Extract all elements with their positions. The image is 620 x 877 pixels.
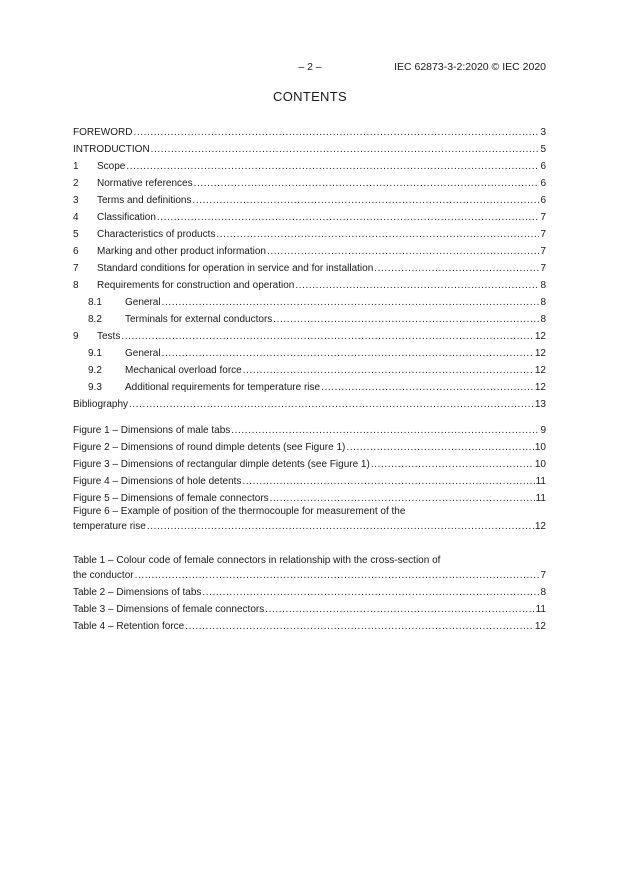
dot-leader xyxy=(162,297,540,308)
toc-entry-label: Terms and definitions xyxy=(97,195,192,206)
toc-entry-number: 1 xyxy=(73,161,79,172)
page-number: – 2 – xyxy=(298,61,322,73)
toc-entry[interactable] xyxy=(73,138,546,155)
dot-leader xyxy=(374,263,539,274)
figure-entry-label: Figure 3 – Dimensions of rectangular dimple detents (see Figure 1) xyxy=(73,459,370,470)
toc-entry-page: 8 xyxy=(540,297,546,308)
figure-entry-page: 11 xyxy=(535,493,546,504)
figure-entry-page: 10 xyxy=(534,442,546,453)
toc-entry-page: 6 xyxy=(540,161,546,172)
toc-entry[interactable] xyxy=(73,189,546,206)
dot-leader xyxy=(270,493,535,504)
table-entry-label-cont: the conductor xyxy=(73,570,134,581)
toc-entry-label: Marking and other product information xyxy=(97,246,266,257)
toc-entry[interactable] xyxy=(73,206,546,223)
toc-entry-number: 8.1 xyxy=(88,297,102,308)
toc-entry-label: INTRODUCTION xyxy=(73,144,150,155)
toc-entry-number: 5 xyxy=(73,229,79,240)
toc-entry-page: 7 xyxy=(540,212,546,223)
toc-sections xyxy=(73,121,546,410)
toc-entry[interactable] xyxy=(73,240,546,257)
toc-entry-label: Standard conditions for operation in service and for installation xyxy=(97,263,374,274)
toc-entry-label: Mechanical overload force xyxy=(125,365,242,376)
toc-entry-label: Terminals for external conductors xyxy=(125,314,273,325)
figure-entry[interactable] xyxy=(73,436,546,453)
figure-entry[interactable] xyxy=(73,470,546,487)
dot-leader xyxy=(126,161,539,172)
dot-leader xyxy=(346,442,534,453)
table-entry-label: Table 2 – Dimensions of tabs xyxy=(73,587,202,598)
dot-leader xyxy=(129,399,534,410)
figure-entry-label: Figure 4 – Dimensions of hole detents xyxy=(73,476,242,487)
toc-entry[interactable] xyxy=(73,393,546,410)
figure-entry[interactable] xyxy=(73,453,546,470)
toc-entry-page: 5 xyxy=(540,144,546,155)
toc-entry[interactable] xyxy=(73,359,546,376)
toc-entry-page: 13 xyxy=(534,399,546,410)
toc-entry[interactable] xyxy=(73,155,546,172)
toc-entry[interactable] xyxy=(73,257,546,274)
table-entry-label: Table 4 – Retention force xyxy=(73,621,185,632)
toc-entry-page: 7 xyxy=(540,246,546,257)
table-entry-label: Table 3 – Dimensions of female connectors xyxy=(73,604,265,615)
figure-entry-label-cont: temperature rise xyxy=(73,521,146,532)
toc-entry-label: Bibliography xyxy=(73,399,129,410)
toc-figures xyxy=(73,419,546,532)
toc-entry-label: Characteristics of products xyxy=(97,229,216,240)
toc-entry-page: 7 xyxy=(540,229,546,240)
figure-entry[interactable] xyxy=(73,504,546,532)
table-entry-page: 12 xyxy=(534,621,546,632)
toc-entry-page: 3 xyxy=(540,127,546,138)
toc-entry-page: 8 xyxy=(540,280,546,291)
figure-entry-label: Figure 2 – Dimensions of round dimple detents (see Figure 1) xyxy=(73,442,346,453)
toc-entry-number: 9 xyxy=(73,331,79,342)
dot-leader xyxy=(242,476,534,487)
table-entry-page: 8 xyxy=(540,587,546,598)
toc-entry-number: 9.1 xyxy=(88,348,102,359)
dot-leader xyxy=(194,178,540,189)
dot-leader xyxy=(157,212,540,223)
dot-leader xyxy=(321,382,534,393)
toc-entry-page: 12 xyxy=(534,382,546,393)
figure-entry-page: 11 xyxy=(535,476,546,487)
toc-entry[interactable] xyxy=(73,342,546,359)
toc-entry-number: 4 xyxy=(73,212,79,223)
figure-entry-page: 10 xyxy=(534,459,546,470)
standard-reference: IEC 62873-3-2:2020 © IEC 2020 xyxy=(394,61,546,73)
table-entry[interactable] xyxy=(73,553,546,581)
table-entry[interactable] xyxy=(73,615,546,632)
toc-entry[interactable] xyxy=(73,308,546,325)
toc-entry-label: FOREWORD xyxy=(73,127,133,138)
table-entry-page: 11 xyxy=(535,604,546,615)
toc-entry-number: 6 xyxy=(73,246,79,257)
toc-entry[interactable] xyxy=(73,121,546,138)
dot-leader xyxy=(151,144,540,155)
dot-leader xyxy=(193,195,540,206)
table-entry[interactable] xyxy=(73,581,546,598)
toc-entry[interactable] xyxy=(73,274,546,291)
dot-leader xyxy=(121,331,534,342)
toc-entry-label: General xyxy=(125,348,161,359)
dot-leader xyxy=(231,425,539,436)
dot-leader xyxy=(147,521,534,532)
toc-entry[interactable] xyxy=(73,223,546,240)
dot-leader xyxy=(273,314,539,325)
toc-entry-page: 6 xyxy=(540,195,546,206)
dot-leader xyxy=(295,280,539,291)
toc-entry-label: General xyxy=(125,297,161,308)
dot-leader xyxy=(265,604,534,615)
table-entry[interactable] xyxy=(73,598,546,615)
dot-leader xyxy=(243,365,534,376)
toc-entry-number: 2 xyxy=(73,178,79,189)
toc-tables xyxy=(73,553,546,632)
table-entry-label: Table 1 – Colour code of female connectors in relationship with the cross-section of xyxy=(73,555,441,566)
toc-entry-label: Scope xyxy=(97,161,126,172)
figure-entry-page: 9 xyxy=(540,425,546,436)
figure-entry-label: Figure 1 – Dimensions of male tabs xyxy=(73,425,231,436)
page-title: CONTENTS xyxy=(273,89,347,104)
toc-entry[interactable] xyxy=(73,291,546,308)
dot-leader xyxy=(202,587,539,598)
toc-entry-page: 12 xyxy=(534,348,546,359)
figure-entry-label: Figure 5 – Dimensions of female connectors xyxy=(73,493,269,504)
figure-entry-line xyxy=(73,519,546,532)
toc-entry-page: 6 xyxy=(540,178,546,189)
toc-entry-page: 7 xyxy=(540,263,546,274)
table-entry-page: 7 xyxy=(540,570,546,581)
toc-entry-label: Requirements for construction and operation xyxy=(97,280,295,291)
toc-entry-number: 8 xyxy=(73,280,79,291)
toc-entry-number: 7 xyxy=(73,263,79,274)
dot-leader xyxy=(162,348,534,359)
toc-entry-number: 9.3 xyxy=(88,382,102,393)
toc-entry-page: 8 xyxy=(540,314,546,325)
dot-leader xyxy=(135,570,540,581)
figure-entry[interactable] xyxy=(73,419,546,436)
toc-entry[interactable] xyxy=(73,376,546,393)
toc-entry-number: 3 xyxy=(73,195,79,206)
toc-entry-number: 9.2 xyxy=(88,365,102,376)
dot-leader xyxy=(267,246,539,257)
toc-entry[interactable] xyxy=(73,172,546,189)
table-entry-line xyxy=(73,568,546,581)
toc-entry-page: 12 xyxy=(534,365,546,376)
dot-leader xyxy=(216,229,539,240)
figure-entry[interactable] xyxy=(73,487,546,504)
dot-leader xyxy=(371,459,534,470)
toc-entry-label: Classification xyxy=(97,212,156,223)
toc-entry-label: Tests xyxy=(97,331,121,342)
figure-entry-label: Figure 6 – Example of position of the thermocouple for measurement of the xyxy=(73,506,406,517)
toc-entry-page: 12 xyxy=(534,331,546,342)
toc-entry-label: Normative references xyxy=(97,178,193,189)
toc-entry[interactable] xyxy=(73,325,546,342)
toc-entry-number: 8.2 xyxy=(88,314,102,325)
toc-entry-label: Additional requirements for temperature rise xyxy=(125,382,321,393)
figure-entry-page: 12 xyxy=(534,521,546,532)
dot-leader xyxy=(185,621,534,632)
dot-leader xyxy=(133,127,539,138)
